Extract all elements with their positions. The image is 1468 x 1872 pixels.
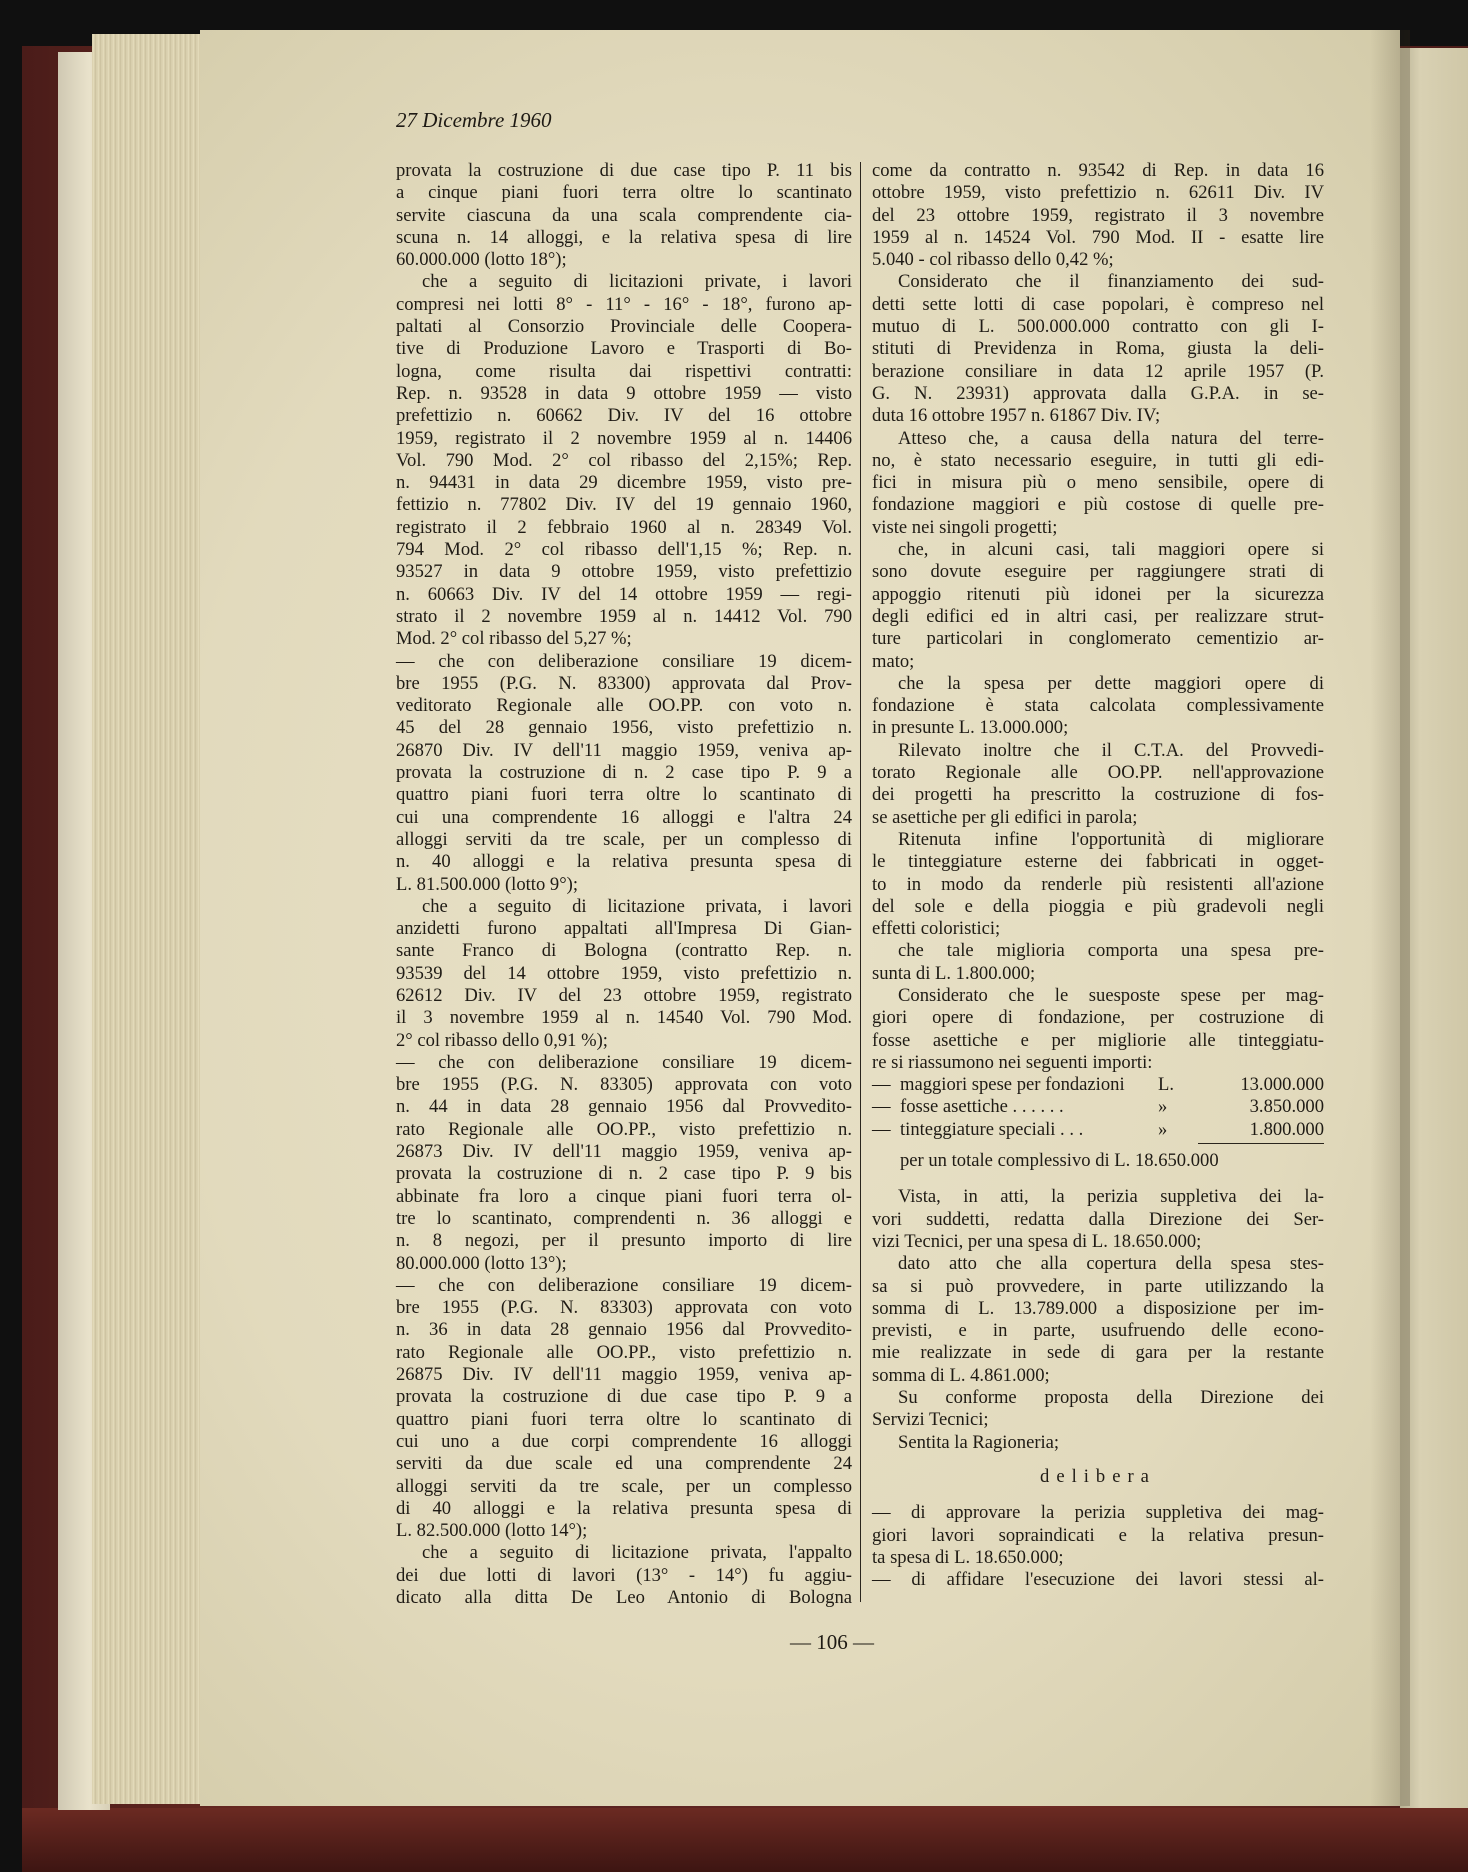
- sum-rule: [1198, 1143, 1324, 1144]
- importi-row: [872, 1119, 1324, 1141]
- text-line: servite ciascuna da una scala comprendente cia-: [396, 204, 852, 226]
- text-line: che, in alcuni casi, tali maggiori opere si: [898, 539, 1324, 561]
- text-line: duta 16 ottobre 1957 n. 61867 Div. IV;: [872, 405, 1161, 427]
- text-line: provata la costruzione di n. 2 case tipo P. 9 a: [396, 762, 852, 784]
- text-line: viste nei singoli progetti;: [872, 516, 1058, 538]
- text-line: quattro piani fuori terra oltre lo scantinato di: [396, 784, 852, 806]
- importi-dash: —: [872, 1118, 891, 1140]
- importi-amt: 1.800.000: [1249, 1118, 1324, 1140]
- text-line: 60.000.000 (lotto 18°);: [396, 249, 567, 271]
- text-line: bre 1955 (P.G. N. 83305) approvata con voto: [396, 1074, 852, 1096]
- text-line: prefettizio n. 60662 Div. IV del 16 ottobre: [396, 405, 852, 427]
- text-line: mie realizzate in sede di gara per la restante: [872, 1342, 1324, 1364]
- text-line: fici in misura più o meno sensibile, opere di: [872, 472, 1324, 494]
- text-line: sante Franco di Bologna (contratto Rep. n.: [396, 940, 852, 962]
- text-line: vori suddetti, redatta dalla Direzione dei Ser-: [872, 1208, 1324, 1230]
- text-line: tre lo scantinato, comprendenti n. 36 alloggi e: [396, 1207, 852, 1229]
- spacer: [872, 1488, 1324, 1502]
- text-line: abbinate fra loro a cinque piani fuori terra ol-: [396, 1185, 852, 1207]
- text-line: che a seguito di licitazione privata, i lavori: [422, 895, 852, 917]
- text-line: mutuo di L. 500.000.000 contratto con gli I-: [872, 316, 1324, 338]
- text-line: previsti, e in parte, usufruendo delle econo-: [872, 1320, 1324, 1342]
- text-line: no, è stato necessario eseguire, in tutti gli edi-: [872, 449, 1324, 471]
- text-line: dicato alla ditta De Leo Antonio di Bologna: [396, 1587, 852, 1608]
- text-line: Su conforme proposta della Direzione dei: [898, 1387, 1324, 1409]
- text-line: — che con deliberazione consiliare 19 dicem-: [396, 1051, 852, 1073]
- text-line: Ritenuta infine l'opportunità di migliorare: [898, 828, 1324, 850]
- text-line: effetti coloristici;: [872, 918, 1001, 940]
- text-line: Considerato che il finanziamento dei sud-: [898, 271, 1324, 293]
- text-line: provata la costruzione di due case tipo P. 9 a: [396, 1386, 852, 1408]
- text-line: 80.000.000 (lotto 13°);: [396, 1252, 567, 1274]
- text-line: rato Regionale alle OO.PP., visto prefettizio n.: [396, 1118, 852, 1140]
- text-line: somma di L. 4.861.000;: [872, 1364, 1050, 1386]
- spacer: [872, 1454, 1324, 1466]
- importi-desc: fosse asettiche . . . . . .: [900, 1096, 1064, 1118]
- text-line: L. 81.500.000 (lotto 9°);: [396, 873, 578, 895]
- text-line: giori opere di fondazione, per costruzione di: [872, 1007, 1324, 1029]
- importi-amt: 13.000.000: [1240, 1074, 1324, 1096]
- text-line: che la spesa per dette maggiori opere di: [898, 672, 1324, 694]
- text-line: Rep. n. 93528 in data 9 ottobre 1959 — visto: [396, 382, 852, 404]
- importi-table: [872, 1074, 1324, 1141]
- text-line: paltati al Consorzio Provinciale delle Coopera-: [396, 316, 852, 338]
- text-line: fondazione è stata calcolata complessivamente: [872, 695, 1324, 717]
- text-line: dei progetti ha prescritto la costruzione di fos-: [872, 784, 1324, 806]
- text-line: registrato il 2 febbraio 1960 al n. 28349 Vol.: [396, 516, 852, 538]
- importi-desc: maggiori spese per fondazioni: [900, 1074, 1125, 1096]
- text-line: Mod. 2° col ribasso del 5,27 %;: [396, 628, 632, 650]
- text-line: dato atto che alla copertura della spesa stes-: [898, 1253, 1324, 1275]
- text-line: se asettiche per gli edifici in parola;: [872, 806, 1138, 828]
- text-line: 26873 Div. IV dell'11 maggio 1959, veniva ap-: [396, 1141, 852, 1163]
- text-line: 794 Mod. 2° col ribasso dell'1,15 %; Rep. n.: [396, 539, 852, 561]
- text-line: re si riassumono nei seguenti importi:: [872, 1051, 1153, 1073]
- text-line: vizi Tecnici, per una spesa di L. 18.650.000;: [872, 1230, 1202, 1252]
- text-line: berazione consiliare in data 12 aprile 1957 (P.: [872, 360, 1324, 382]
- text-line: che a seguito di licitazione privata, l'appalto: [422, 1542, 852, 1564]
- column-divider: [860, 162, 861, 1602]
- text-line: provata la costruzione di n. 2 case tipo P. 9 bis: [396, 1163, 852, 1185]
- text-line: sa si può provvedere, in parte utilizzando la: [872, 1275, 1324, 1297]
- text-line: le tinteggiature esterne dei fabbricati in ogget-: [872, 851, 1324, 873]
- text-line: stituti di Previdenza in Roma, giusta la deli-: [872, 338, 1324, 360]
- text-line: — di affidare l'esecuzione dei lavori stessi al-: [872, 1569, 1324, 1591]
- text-line: che a seguito di licitazioni private, i lavori: [422, 271, 852, 293]
- gutter-shadow: [1370, 30, 1410, 1806]
- text-line: fondazione maggiori e più costose di quelle pre-: [872, 494, 1324, 516]
- importi-dash: —: [872, 1074, 891, 1096]
- importi-row: [872, 1096, 1324, 1118]
- text-line: bre 1955 (P.G. N. 83303) approvata con voto: [396, 1297, 852, 1319]
- text-line: n. 40 alloggi e la relativa presunta spesa di: [396, 851, 852, 873]
- text-line: appoggio ritenuti più idonei per la sicurezza: [872, 583, 1324, 605]
- text-line: Vista, in atti, la perizia suppletiva dei la-: [898, 1186, 1324, 1208]
- text-line: scuna n. 14 alloggi, e la relativa spesa di lire: [396, 226, 852, 248]
- text-line: n. 60663 Div. IV del 14 ottobre 1959 — regi-: [396, 583, 852, 605]
- text-line: il 3 novembre 1959 al n. 14540 Vol. 790 Mod.: [396, 1007, 852, 1029]
- text-line: n. 36 in data 28 gennaio 1956 dal Provvedito-: [396, 1319, 852, 1341]
- text-line: giori lavori sopraindicati e la relativa presun-: [872, 1524, 1324, 1546]
- page-header-date: 27 Dicembre 1960: [396, 108, 552, 132]
- text-line: ta spesa di L. 18.650.000;: [872, 1546, 1064, 1568]
- text-line: n. 8 negozi, per il presunto importo di lire: [396, 1230, 852, 1252]
- text-line: veditorato Regionale alle OO.PP. con voto n.: [396, 695, 852, 717]
- text-line: bre 1955 (P.G. N. 83300) approvata dal Prov-: [396, 672, 852, 694]
- text-line: Atteso che, a causa della natura del terre-: [898, 427, 1324, 449]
- text-line: 1959 al n. 14524 Vol. 790 Mod. II - esatte lire: [872, 226, 1324, 248]
- text-line: ture particolari in conglomerato cementizio ar-: [872, 628, 1324, 650]
- text-line: — che con deliberazione consiliare 19 dicem-: [396, 650, 852, 672]
- text-line: L. 82.500.000 (lotto 14°);: [396, 1520, 588, 1542]
- text-line: degli edifici ed in altri casi, per realizzare strut-: [872, 605, 1324, 627]
- text-line: compresi nei lotti 8° - 11° - 16° - 18°, furono ap-: [396, 293, 852, 315]
- left-column: [396, 160, 852, 1609]
- text-line: — che con deliberazione consiliare 19 dicem-: [396, 1274, 852, 1296]
- text-line: 62612 Div. IV del 23 ottobre 1959, registrato: [396, 984, 852, 1006]
- text-line: n. 44 in data 28 gennaio 1956 dal Provvedito-: [396, 1096, 852, 1118]
- text-line: fettizio n. 77802 Div. IV del 19 gennaio 1960,: [396, 494, 852, 516]
- importi-cur: »: [1158, 1096, 1168, 1118]
- text-line: somma di L. 13.789.000 a disposizione per im-: [872, 1297, 1324, 1319]
- text-line: di 40 alloggi e la relativa presunta spesa di: [396, 1497, 852, 1519]
- text-line: sono dovute eseguire per raggiungere strati di: [872, 561, 1324, 583]
- text-line: strato il 2 novembre 1959 al n. 14412 Vol. 790: [396, 605, 852, 627]
- text-line: serviti da due scale ed una comprendente 24: [396, 1453, 852, 1475]
- next-page-edge: [1400, 48, 1468, 1808]
- text-line: — di approvare la perizia suppletiva dei mag-: [872, 1502, 1324, 1524]
- text-line: Considerato che le suesposte spese per mag-: [898, 984, 1324, 1006]
- right-column: [872, 160, 1324, 1591]
- text-line: in presunte L. 13.000.000;: [872, 717, 1069, 739]
- totale-line: per un totale complessivo di L. 18.650.000: [900, 1150, 1219, 1172]
- importi-cur: L.: [1158, 1074, 1175, 1096]
- text-line: ottobre 1959, visto prefettizio n. 62611 Div. IV: [872, 182, 1324, 204]
- text-line: 26870 Div. IV dell'11 maggio 1959, veniva ap-: [396, 739, 852, 761]
- text-line: anzidetti furono appaltati all'Impresa Di Gian-: [396, 918, 852, 940]
- text-line: dei due lotti di lavori (13° - 14°) fu aggiu-: [396, 1564, 852, 1586]
- delibera-heading: delibera: [1040, 1465, 1156, 1487]
- text-line: 2° col ribasso dello 0,91 %);: [396, 1029, 608, 1051]
- text-line: fosse asettiche e per migliorie alle tinteggiatu-: [872, 1029, 1324, 1051]
- importi-amt: 3.850.000: [1249, 1096, 1324, 1118]
- page-number: — 106 —: [790, 1630, 874, 1654]
- text-line: provata la costruzione di due case tipo P. 11 bis: [396, 160, 852, 181]
- importi-cur: »: [1158, 1118, 1168, 1140]
- book-cover-edge: [22, 1808, 1468, 1872]
- text-line: del sole e della pioggia e più gradevoli negli: [872, 895, 1324, 917]
- text-line: torato Regionale alle OO.PP. nell'approvazione: [872, 762, 1324, 784]
- text-line: 5.040 - col ribasso dello 0,42 %;: [872, 249, 1114, 271]
- importi-dash: —: [872, 1096, 891, 1118]
- page-stack-edges: [92, 34, 210, 1804]
- spacer: [872, 1172, 1324, 1186]
- text-line: 45 del 28 gennaio 1956, visto prefettizio n.: [396, 717, 852, 739]
- text-line: mato;: [872, 650, 915, 672]
- text-line: G. N. 23931) approvata dalla G.P.A. in se-: [872, 382, 1324, 404]
- text-line: alloggi serviti da tre scale, per un complesso di: [396, 828, 852, 850]
- text-line: Vol. 790 Mod. 2° col ribasso del 2,15%; Rep.: [396, 449, 852, 471]
- text-line: to in modo da renderle più resistenti all'azione: [872, 873, 1324, 895]
- text-line: del 23 ottobre 1959, registrato il 3 novembre: [872, 204, 1324, 226]
- text-line: Rilevato inoltre che il C.T.A. del Provvedi-: [898, 739, 1324, 761]
- text-line: quattro piani fuori terra oltre lo scantinato di: [396, 1408, 852, 1430]
- text-line: alloggi serviti da tre scale, per un complesso: [396, 1475, 852, 1497]
- text-line: detti sette lotti di case popolari, è compreso nel: [872, 293, 1324, 315]
- text-line: a cinque piani fuori terra oltre lo scantinato: [396, 182, 852, 204]
- text-line: 93527 in data 9 ottobre 1959, visto prefettizio: [396, 561, 852, 583]
- text-line: sunta di L. 1.800.000;: [872, 962, 1036, 984]
- text-line: rato Regionale alle OO.PP., visto prefettizio n.: [396, 1341, 852, 1363]
- text-line: 1959, registrato il 2 novembre 1959 al n. 14406: [396, 427, 852, 449]
- importi-row: [872, 1074, 1324, 1096]
- text-line: che tale miglioria comporta una spesa pre-: [898, 940, 1324, 962]
- text-line: 26875 Div. IV dell'11 maggio 1959, veniva ap-: [396, 1364, 852, 1386]
- text-line: Sentita la Ragioneria;: [898, 1431, 1060, 1453]
- text-line: cui una comprendente 16 alloggi e l'altra 24: [396, 806, 852, 828]
- text-line: Servizi Tecnici;: [872, 1409, 989, 1431]
- text-line: come da contratto n. 93542 di Rep. in data 16: [872, 160, 1324, 181]
- text-line: cui uno a due corpi comprendente 16 alloggi: [396, 1430, 852, 1452]
- text-line: tive di Produzione Lavoro e Trasporti di Bo-: [396, 338, 852, 360]
- importi-desc: tinteggiature speciali . . .: [900, 1118, 1084, 1140]
- text-line: 93539 del 14 ottobre 1959, visto prefettizio n.: [396, 962, 852, 984]
- text-line: logna, come risulta dai rispettivi contratti:: [396, 360, 852, 382]
- text-line: n. 94431 in data 29 dicembre 1959, visto pre-: [396, 472, 852, 494]
